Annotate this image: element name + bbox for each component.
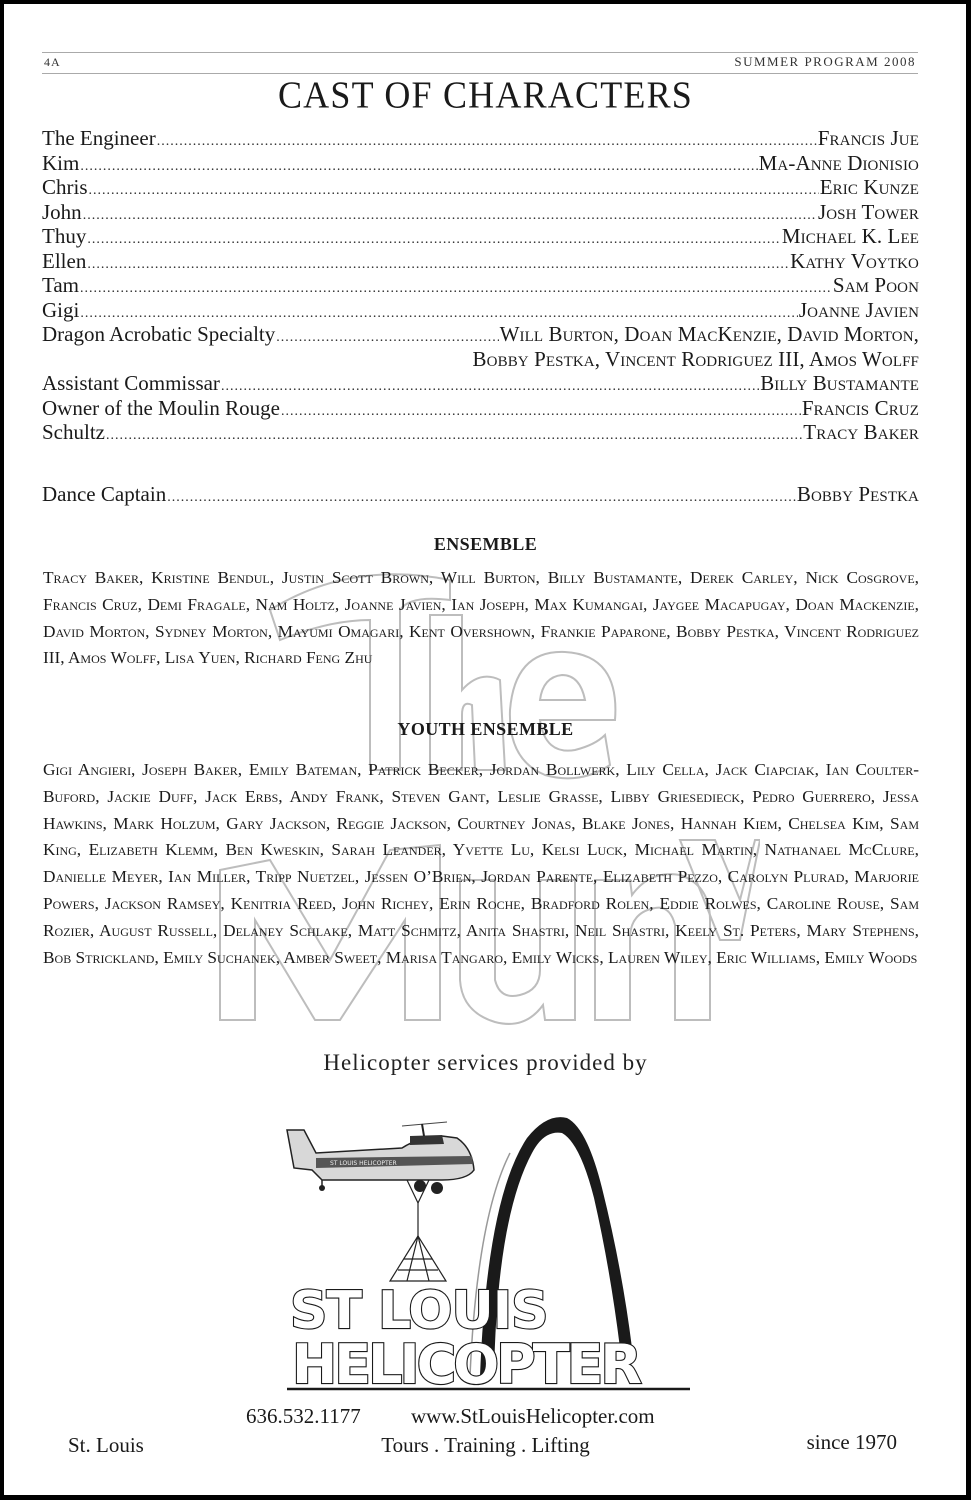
page-number: 4A — [44, 55, 61, 69]
cast-row — [42, 224, 919, 249]
role-name: Chris — [42, 175, 88, 199]
role-name: Kim — [42, 150, 80, 175]
dot-leader — [80, 302, 798, 323]
dot-leader — [276, 326, 498, 347]
cast-row — [42, 420, 919, 445]
role-name: Tam — [42, 273, 80, 297]
actor-name-continued: Bobby Pestka, Vincent Rodriguez III, Amos Wolff — [472, 346, 919, 371]
ensemble-names: Tracy Baker, Kristine Bendul, Justin Scott Brown, Will Burton, Billy Bustamante, Derek Carley, Nick Cosgrove, Francis Cruz, Demi Fragale, Nam Holtz, Joanne Javien, Ian Joseph, Max Kumangai, Jaygee Macapugay, Doan Mackenzie, David Morton, Sydney Morton, Mayumi Omagari, Kent Overshown, Frankie Paparone, Bobby Pestka, Vincent Rodriguez III, Amos Wolff, Lisa Yuen, Richard Feng Zhu — [43, 568, 919, 668]
sponsor-city: St. Louis — [68, 1433, 144, 1457]
role-name: Gigi — [42, 297, 80, 322]
cast-row — [42, 298, 919, 323]
cast-list — [42, 126, 919, 506]
actor-name: Joanne Javien — [798, 297, 919, 322]
actor-name: Bobby Pestka — [796, 481, 919, 506]
cast-row — [42, 175, 919, 200]
actor-name: Francis Cruz — [801, 395, 919, 420]
dot-leader — [157, 130, 817, 151]
actor-name: Sam Poon — [832, 273, 919, 297]
cast-row — [42, 126, 919, 151]
logo-text-st-louis: ST LOUIS — [290, 1281, 548, 1341]
sponsor-phone: 636.532.1177 — [246, 1404, 361, 1428]
dot-leader — [83, 204, 817, 225]
cast-row-continued — [42, 347, 919, 372]
cast-row — [42, 322, 919, 347]
role-name: Ellen — [42, 248, 87, 273]
dance-captain-row — [42, 482, 919, 507]
helicopter-icon — [287, 1122, 474, 1194]
dot-leader — [87, 253, 789, 274]
running-header — [42, 52, 918, 74]
logo-text-helicopter: HELICOPTER — [292, 1333, 639, 1393]
publication-title: SUMMER PROGRAM 2008 — [734, 54, 916, 69]
sponsor-intro: Helicopter services provided by — [323, 1050, 648, 1075]
cast-row — [42, 371, 919, 396]
dot-leader — [80, 277, 832, 298]
actor-name: Eric Kunze — [819, 175, 919, 199]
actor-name: Tracy Baker — [803, 420, 919, 444]
dot-leader — [281, 400, 801, 421]
dot-leader — [80, 155, 757, 176]
cast-row — [42, 273, 919, 298]
dot-leader — [106, 424, 802, 445]
actor-name: Josh Tower — [817, 199, 919, 224]
cast-row — [42, 249, 919, 274]
ensemble-heading: ENSEMBLE — [433, 534, 538, 554]
youth-ensemble-names: Gigi Angieri, Joseph Baker, Emily Bateman, Patrick Becker, Jordan Bollwerk, Lily Cella, Jack Ciapciak, Ian Coulter-Buford, Jackie Duff, Jack Erbs, Andy Frank, Steven Gant, Leslie Grasse, Libby Griesedieck, Pedro Guerrero, Jessa Hawkins, Mark Holzum, Gary Jackson, Reggie Jackson, Courtney Jonas, Blake Jones, Hannah Kiem, Chelsea Kim, Sam King, Elizabeth Klemm, Ben Kweskin, Sarah Leander, Yvette Lu, Kelsi Luck, Michael Martin, Nathanael McClure, Danielle Meyer, Ian Miller, Tripp Nuetzel, Jessen O’Brien, Jordan Parente, Elizabeth Pezzo, Carolyn Plurad, Marjorie Powers, Jackson Ramsey, Kenitria Reed, John Richey, Erin Roche, Bradford Rolen, Eddie Rolwes, Caroline Rouse, Sam Rozier, August Russell, Delaney Schlake, Matt Schmitz, Anita Shastri, Neil Shastri, Keely St. Peters, Mary Stephens, Bob Strickland, Emily Suchanek, Amber Sweet, Marisa Tangaro, Emily Wicks, Lauren Wiley, Eric Williams, Emily Woods — [43, 760, 919, 967]
dot-leader — [87, 228, 781, 249]
youth-ensemble-heading: YOUTH ENSEMBLE — [397, 719, 574, 739]
role-name: Owner of the Moulin Rouge — [42, 395, 280, 420]
role-name: Schultz — [42, 420, 105, 444]
role-name: Thuy — [42, 224, 87, 248]
cargo-net-icon — [390, 1180, 446, 1281]
actor-name: Michael K. Lee — [781, 224, 919, 248]
role-name: Assistant Commissar — [42, 371, 220, 395]
dot-leader — [221, 375, 759, 396]
sponsor-url[interactable]: www.StLouisHelicopter.com — [411, 1404, 655, 1428]
cast-row — [42, 396, 919, 421]
cast-row — [42, 200, 919, 225]
sponsor-services: Tours . Training . Lifting — [381, 1433, 590, 1457]
role-name: Dragon Acrobatic Specialty — [42, 322, 276, 346]
st-louis-helicopter-logo — [282, 1108, 694, 1393]
actor-name: Kathy Voytko — [790, 248, 919, 273]
actor-name: Francis Jue — [817, 126, 919, 150]
dot-leader — [167, 486, 796, 507]
sponsor-since: since 1970 — [806, 1430, 897, 1454]
role-name: The Engineer — [42, 126, 156, 150]
actor-name: Will Burton, Doan MacKenzie, David Morton, — [499, 322, 919, 346]
cast-row — [42, 151, 919, 176]
role-name: John — [42, 199, 82, 224]
actor-name: Billy Bustamante — [760, 371, 919, 395]
role-name: Dance Captain — [42, 481, 167, 506]
page-title: CAST OF CHARACTERS — [277, 74, 694, 116]
actor-name: Ma-Anne Dionisio — [758, 150, 919, 175]
fuselage-text: ST LOUIS HELICOPTER — [330, 1160, 397, 1167]
dot-leader — [89, 179, 819, 200]
